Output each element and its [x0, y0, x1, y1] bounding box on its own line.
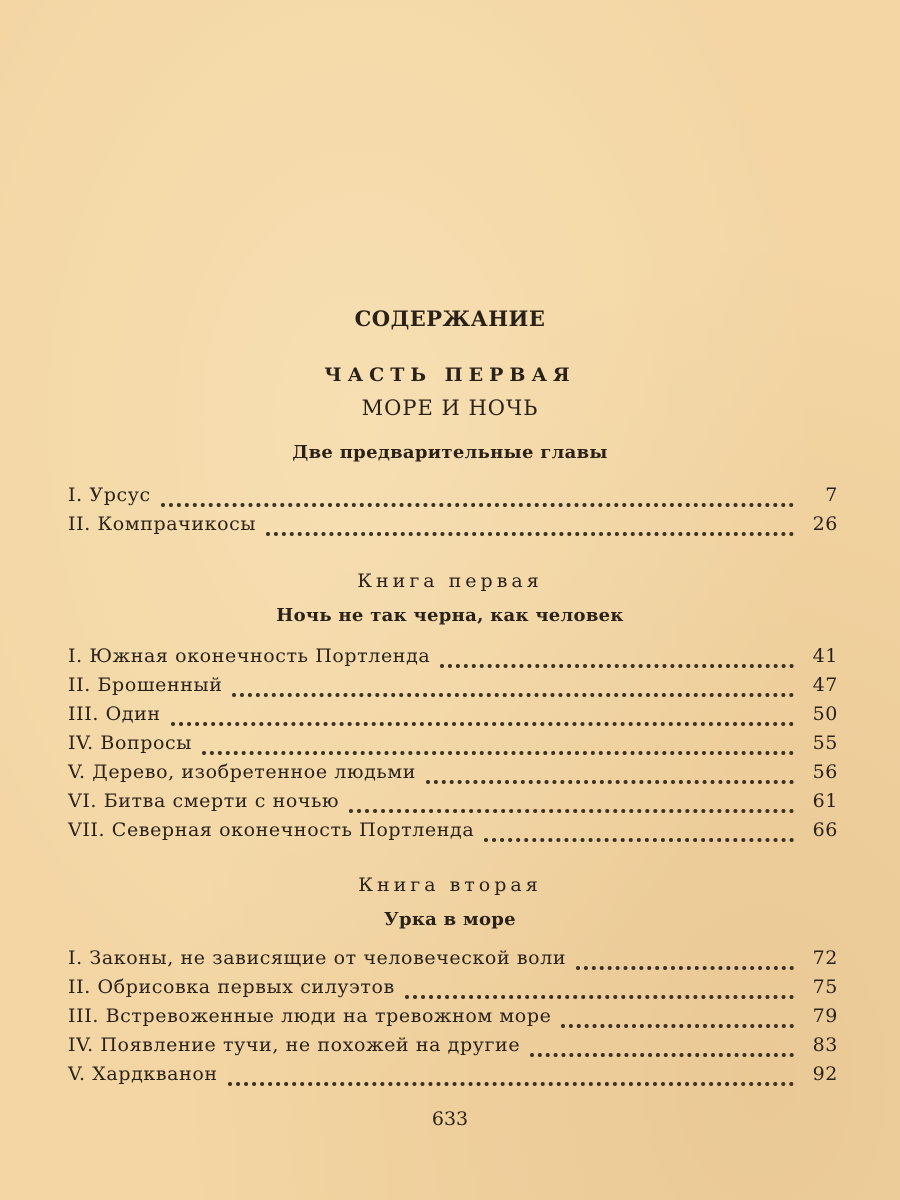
entry-label: VII. Северная оконечность Портленда [68, 819, 475, 841]
entry-label: III. Один [68, 703, 161, 725]
dot-leader [228, 1082, 794, 1086]
dot-leader [426, 780, 794, 784]
entry-label: II. Обрисовка первых силуэтов [68, 976, 395, 998]
entry-page: 47 [812, 674, 838, 696]
toc-entry [68, 1063, 838, 1092]
entry-page: 79 [812, 1005, 838, 1027]
toc-entry [68, 703, 838, 732]
entry-page: 41 [812, 645, 838, 667]
entry-label: IV. Вопросы [68, 732, 193, 754]
entry-label: II. Брошенный [68, 674, 223, 696]
section-title: Ночь не так черна, как человек [276, 605, 624, 626]
dot-leader [349, 809, 794, 813]
entry-label: V. Дерево, изобретенное людьми [68, 761, 417, 783]
entry-page: 75 [812, 976, 838, 998]
dot-leader [561, 1024, 794, 1028]
book-title: Книга вторая [358, 874, 542, 896]
dot-leader [576, 966, 794, 970]
dot-leader [440, 664, 794, 668]
toc-entry [68, 790, 838, 819]
dot-leader [405, 995, 794, 999]
page-number: 633 [431, 1108, 469, 1130]
dot-leader [530, 1053, 794, 1057]
part-label: ЧАСТЬ ПЕРВАЯ [324, 364, 576, 386]
dot-leader [161, 503, 794, 507]
entry-label: IV. Появление тучи, не похожей на другие [68, 1034, 521, 1056]
entry-page: 50 [812, 703, 838, 725]
entry-label: III. Встревоженные люди на тревожном море [68, 1005, 552, 1027]
toc-list [68, 645, 838, 848]
toc-entry [68, 1034, 838, 1063]
entry-label: VI. Битва смерти с ночью [68, 790, 340, 812]
book-title: Книга первая [357, 570, 543, 592]
contents-title: СОДЕРЖАНИЕ [354, 306, 546, 331]
toc-entry [68, 1005, 838, 1034]
dot-leader [202, 751, 794, 755]
dot-leader [232, 693, 794, 697]
entry-page: 26 [812, 513, 838, 535]
toc-entry [68, 947, 838, 976]
entry-page: 83 [812, 1034, 838, 1056]
entry-page: 92 [812, 1063, 838, 1085]
entry-page: 66 [812, 819, 838, 841]
entry-label: I. Южная оконечность Портленда [68, 645, 431, 667]
entry-page: 7 [825, 484, 838, 506]
part-subtitle: МОРЕ И НОЧЬ [361, 396, 539, 420]
entry-page: 55 [812, 732, 838, 754]
entry-page: 72 [812, 947, 838, 969]
dot-leader [266, 532, 794, 536]
toc-list [68, 484, 838, 542]
toc-list [68, 947, 838, 1092]
entry-label: I. Урсус [68, 484, 151, 506]
toc-entry [68, 819, 838, 848]
toc-entry [68, 732, 838, 761]
toc-entry [68, 484, 838, 513]
section-title: Две предварительные главы [292, 442, 608, 463]
toc-entry [68, 761, 838, 790]
entry-label: V. Хардкванон [68, 1063, 218, 1085]
entry-page: 56 [812, 761, 838, 783]
toc-entry [68, 513, 838, 542]
section-title: Урка в море [384, 909, 516, 930]
entry-label: I. Законы, не зависящие от человеческой воли [68, 947, 567, 969]
dot-leader [171, 722, 794, 726]
toc-entry [68, 645, 838, 674]
dot-leader [484, 838, 794, 842]
toc-entry [68, 674, 838, 703]
toc-entry [68, 976, 838, 1005]
entry-label: II. Компрачикосы [68, 513, 257, 535]
entry-page: 61 [812, 790, 838, 812]
